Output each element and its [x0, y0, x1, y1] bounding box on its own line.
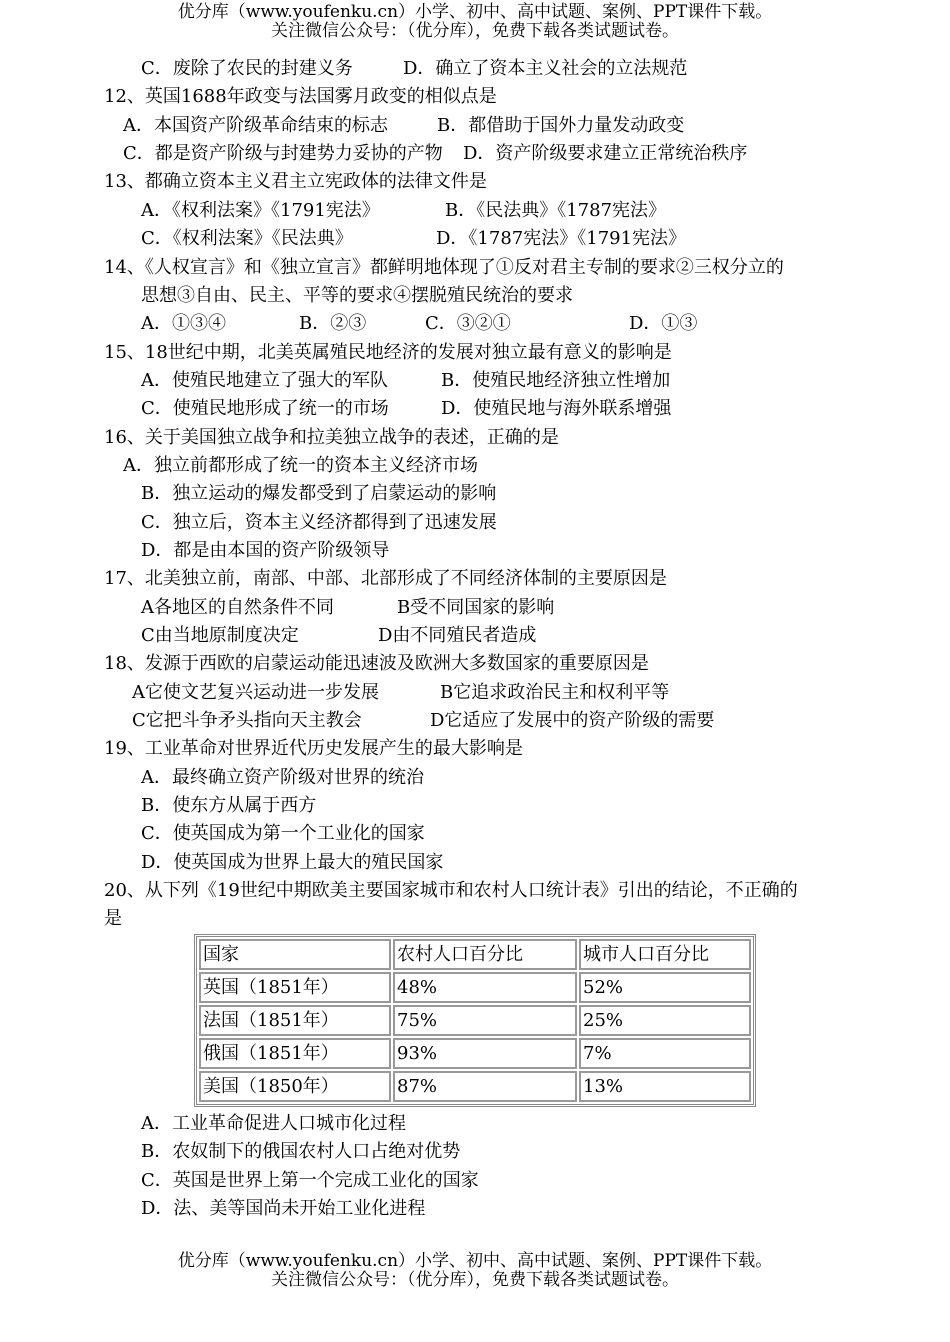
q18-stem: 18、发源于西欧的启蒙运动能迅速波及欧洲大多数国家的重要原因是 [104, 653, 649, 674]
q13-option-c: C．《权利法案》《民法典》 [141, 228, 353, 249]
q16-option-b: B．独立运动的爆发都受到了启蒙运动的影响 [141, 483, 497, 504]
q15-option-b: B．使殖民地经济独立性增加 [441, 370, 671, 391]
table-cell-rural: 48% [393, 972, 577, 1003]
table-cell-country: 英国（1851年） [199, 972, 391, 1003]
q12-options-cd [123, 143, 747, 165]
q20-option-b: B．农奴制下的俄国农村人口占绝对优势 [141, 1141, 461, 1162]
q12-option-b: B．都借助于国外力量发动政变 [437, 115, 685, 136]
q19-option-c: C．使英国成为第一个工业化的国家 [141, 823, 425, 844]
q11-option-c: C．废除了农民的封建义务 [141, 58, 353, 79]
q15-options-ab [141, 370, 670, 392]
q19-option-d: D．使英国成为世界上最大的殖民国家 [141, 852, 444, 873]
q12-stem: 12、英国1688年政变与法国雾月政变的相似点是 [104, 86, 497, 107]
table-cell-urban: 52% [579, 972, 751, 1003]
q12-options-ab [123, 115, 684, 137]
q13-options-cd [141, 228, 686, 250]
q19-stem: 19、工业革命对世界近代历史发展产生的最大影响是 [104, 738, 523, 759]
q13-option-b: B．《民法典》《1787宪法》 [445, 200, 667, 221]
q17-option-c: C由当地原制度决定 [141, 625, 299, 646]
population-table [194, 934, 756, 1107]
q14-option-c: C．③②① [425, 313, 511, 334]
q13-option-d: D．《1787宪法》《1791宪法》 [436, 228, 687, 249]
table-row [199, 972, 751, 1003]
q11-options-cd [141, 58, 687, 80]
q13-options-ab [141, 200, 666, 222]
q16-option-c: C．独立后，资本主义经济都得到了迅速发展 [141, 512, 497, 533]
table-cell-rural: 93% [393, 1038, 577, 1069]
table-row [199, 1038, 751, 1069]
table-header-country: 国家 [199, 939, 391, 970]
q12-option-a: A．本国资产阶级革命结束的标志 [123, 115, 388, 136]
footer-line-2: 关注微信公众号：（优分库），免费下载各类试题试卷。 [271, 1270, 679, 1290]
table-cell-urban: 25% [579, 1005, 751, 1036]
q15-option-a: A．使殖民地建立了强大的军队 [141, 370, 388, 391]
table-header-urban: 城市人口百分比 [579, 939, 751, 970]
q11-option-d: D．确立了资本主义社会的立法规范 [403, 58, 688, 79]
table-row [199, 1071, 751, 1102]
table-cell-country: 俄国（1851年） [199, 1038, 391, 1069]
q13-stem: 13、都确立资本主义君主立宪政体的法律文件是 [104, 171, 487, 192]
table-header-rural: 农村人口百分比 [393, 939, 577, 970]
q15-option-c: C．使殖民地形成了统一的市场 [141, 398, 389, 419]
q18-option-c: C它把斗争矛头指向天主教会 [132, 710, 362, 731]
q18-options-cd [132, 710, 714, 732]
q20-option-d: D．法、美等国尚未开始工业化进程 [141, 1198, 426, 1219]
q20-option-c: C．英国是世界上第一个完成工业化的国家 [141, 1170, 479, 1191]
footer-line-1: 优分库（www.youfenku.cn）小学、初中、高中试题、案例、PPT课件下载。 [177, 1251, 773, 1271]
q19-option-b: B．使东方从属于西方 [141, 795, 317, 816]
q12-option-d: D．资产阶级要求建立正常统治秩序 [463, 143, 748, 164]
table-header-row [199, 939, 751, 970]
q12-option-c: C．都是资产阶级与封建势力妥协的产物 [123, 143, 443, 164]
header-line-2: 关注微信公众号：（优分库），免费下载各类试题试卷。 [271, 21, 679, 41]
q17-option-d: D由不同殖民者造成 [378, 625, 537, 646]
header-line-1: 优分库（www.youfenku.cn）小学、初中、高中试题、案例、PPT课件下载。 [177, 2, 773, 22]
q17-option-b: B受不同国家的影响 [397, 597, 555, 618]
q17-stem: 17、北美独立前，南部、中部、北部形成了不同经济体制的主要原因是 [104, 568, 667, 589]
q20-stem-line-2: 是 [104, 908, 122, 929]
table-cell-urban: 7% [579, 1038, 751, 1069]
q18-option-b: B它追求政治民主和权利平等 [440, 682, 670, 703]
q15-stem: 15、18世纪中期，北美英属殖民地经济的发展对独立最有意义的影响是 [104, 342, 672, 363]
q16-stem: 16、关于美国独立战争和拉美独立战争的表述，正确的是 [104, 427, 559, 448]
q14-stem-line-1: 14、《人权宣言》和《独立宣言》都鲜明地体现了①反对君主专制的要求②三权分立的 [104, 257, 784, 278]
q17-options-ab [141, 597, 554, 619]
table-cell-urban: 13% [579, 1071, 751, 1102]
q14-options [141, 313, 697, 335]
q16-option-a: A．独立前都形成了统一的资本主义经济市场 [123, 455, 478, 476]
q14-option-a: A．①③④ [141, 313, 226, 334]
q14-option-b: B．②③ [299, 313, 367, 334]
table-row [199, 1005, 751, 1036]
q14-option-d: D．①③ [629, 313, 698, 334]
q15-options-cd [141, 398, 671, 420]
q14-stem-line-2: 思想③自由、民主、平等的要求④摆脱殖民统治的要求 [141, 285, 573, 306]
q13-option-a: A．《权利法案》《1791宪法》 [141, 200, 380, 221]
q17-options-cd [141, 625, 536, 647]
table-cell-rural: 87% [393, 1071, 577, 1102]
table-cell-rural: 75% [393, 1005, 577, 1036]
table-cell-country: 美国（1850年） [199, 1071, 391, 1102]
q15-option-d: D．使殖民地与海外联系增强 [441, 398, 672, 419]
q19-option-a: A．最终确立资产阶级对世界的统治 [141, 767, 424, 788]
q18-option-d: D它适应了发展中的资产阶级的需要 [430, 710, 715, 731]
q20-stem-line-1: 20、从下列《19世纪中期欧美主要国家城市和农村人口统计表》引出的结论，不正确的 [104, 880, 798, 901]
table-cell-country: 法国（1851年） [199, 1005, 391, 1036]
q17-option-a: A各地区的自然条件不同 [141, 597, 334, 618]
q20-option-a: A．工业革命促进人口城市化过程 [141, 1113, 406, 1134]
q16-option-d: D．都是由本国的资产阶级领导 [141, 540, 390, 561]
q18-option-a: A它使文艺复兴运动进一步发展 [132, 682, 379, 703]
q18-options-ab [132, 682, 669, 704]
